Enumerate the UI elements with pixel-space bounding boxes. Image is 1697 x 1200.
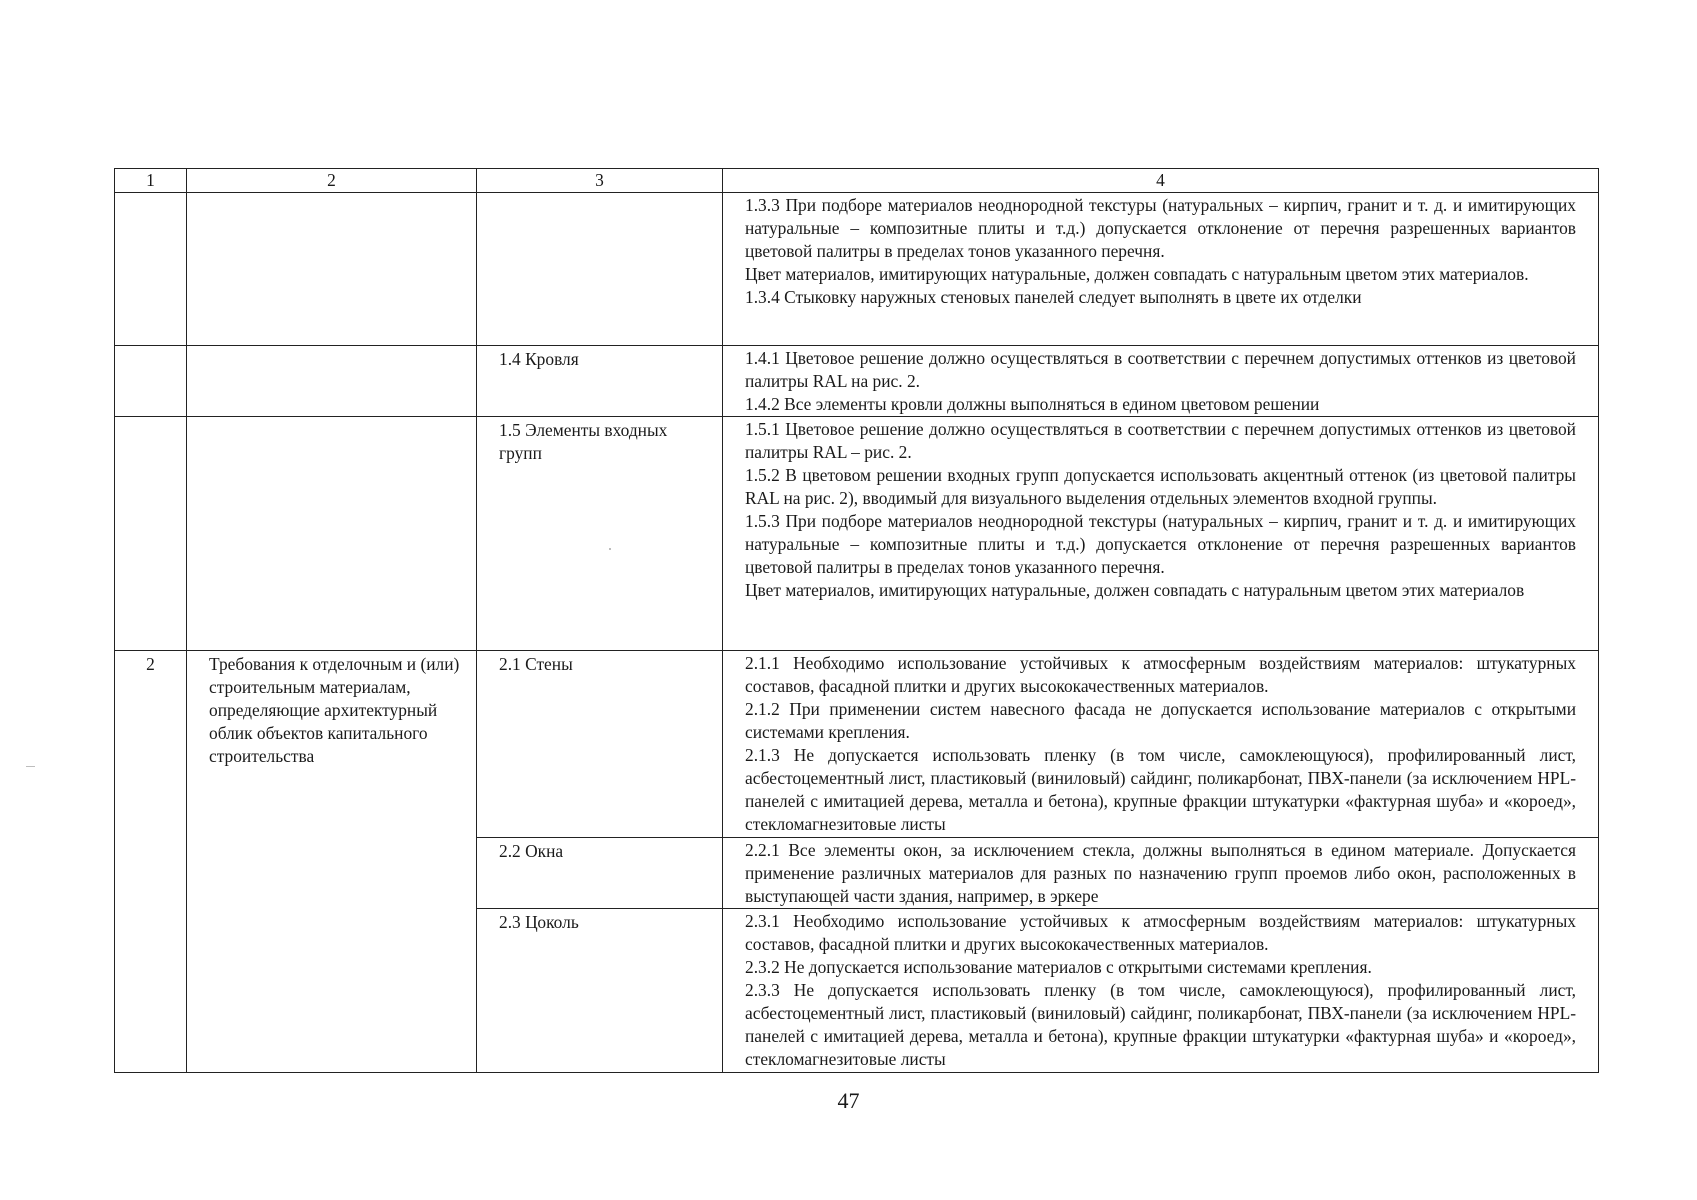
requirement-paragraph: 1.3.3 При подборе материалов неоднородной текстуры (натуральных – кирпич, гранит и т. д. и имитирующих натуральные – композитные плиты и т.д.) допускается отклонение от перечня разрешенных вариантов цветовой палитры в пределах тонов указанного перечня. — [745, 195, 1576, 261]
requirement-paragraph: 2.1.1 Необходимо использование устойчивых к атмосферным воздействиям материалов: штукатурных составов, фасадной плитки и других высококачественных материалов. — [745, 653, 1576, 696]
requirement-paragraph: 1.4.1 Цветовое решение должно осуществляться в соответствии с перечнем допустимых оттенков из цветовой палитры RAL на рис. 2. — [745, 348, 1576, 391]
requirement-paragraph: 2.3.3 Не допускается использовать пленку (в том числе, самоклеющуюся), профилированный лист, асбестоцементный лист, пластиковый (виниловый) сайдинг, поликарбонат, ПВХ-панели (за исключением HPL-панелей с имитацией дерева, металла и бетона), крупные фракции штукатурки «фактурная шуба» и «короед», стекломагнезитовые листы — [745, 980, 1576, 1069]
column-number-2: 2 — [187, 169, 477, 193]
row-number-cell — [115, 346, 187, 417]
row-number-cell — [115, 193, 187, 346]
section-title-cell: Требования к отделочным и (или) строительным материалам, определяющие архитектурный облик объектов капитального строительства — [187, 651, 477, 1073]
requirement-text-cell — [723, 346, 1599, 417]
subsection-entrance-groups: 1.5 Элементы входных групп — [477, 417, 723, 651]
requirement-paragraph: 2.1.2 При применении систем навесного фасада не допускается использование материалов с открытыми системами крепления. — [745, 699, 1576, 742]
requirement-text-cell — [723, 838, 1599, 909]
row-number-cell: 2 — [115, 651, 187, 1073]
requirement-paragraph: 1.5.3 При подборе материалов неоднородной текстуры (натуральных – кирпич, гранит и т. д. и имитирующих натуральные – композитные плиты и т.д.) допускается отклонение от перечня разрешенных вариантов цветовой палитры в пределах тонов указанного перечня. — [745, 511, 1576, 577]
requirement-paragraph: 2.2.1 Все элементы окон, за исключением стекла, должны выполняться в едином материале. Допускается применение различных материалов для разных по назначению групп проемов либо окон, расположенных в выступающей части здания, например, в эркере — [745, 840, 1576, 906]
requirement-paragraph: 2.3.1 Необходимо использование устойчивых к атмосферным воздействиям материалов: штукатурных составов, фасадной плитки и других высококачественных материалов. — [745, 911, 1576, 954]
requirement-paragraph: Цвет материалов, имитирующих натуральные, должен совпадать с натуральным цветом этих материалов — [745, 580, 1525, 600]
subsection-plinth: 2.3 Цоколь — [477, 909, 723, 1073]
page-number: 47 — [837, 1088, 860, 1113]
requirement-paragraph: 2.1.3 Не допускается использовать пленку (в том числе, самоклеющуюся), профилированный лист, асбестоцементный лист, пластиковый (виниловый) сайдинг, поликарбонат, ПВХ-панели (за исключением HPL-панелей с имитацией дерева, металла и бетона), крупные фракции штукатурки «фактурная шуба» и «короед», стекломагнезитовые листы — [745, 745, 1576, 834]
table-row — [115, 193, 1599, 346]
requirement-paragraph: 1.5.1 Цветовое решение должно осуществляться в соответствии с перечнем допустимых оттенков из цветовой палитры RAL – рис. 2. — [745, 419, 1576, 462]
subsection-cell — [477, 193, 723, 346]
row-number-cell — [115, 417, 187, 651]
table-row — [115, 346, 1599, 417]
column-number-1: 1 — [115, 169, 187, 193]
requirement-paragraph: 1.4.2 Все элементы кровли должны выполняться в едином цветовом решении — [745, 394, 1320, 414]
table-row — [115, 417, 1599, 651]
requirement-paragraph: 2.3.2 Не допускается использование материалов с открытыми системами крепления. — [745, 957, 1372, 977]
requirement-text-cell — [723, 909, 1599, 1073]
table-row — [115, 651, 1599, 838]
requirement-text-cell — [723, 193, 1599, 346]
table-header-row — [115, 169, 1599, 193]
requirement-paragraph: 1.3.4 Стыковку наружных стеновых панелей следует выполнять в цвете их отделки — [745, 287, 1362, 307]
section-title-cell — [187, 193, 477, 346]
scan-mark — [26, 766, 35, 767]
requirement-paragraph: 1.5.2 В цветовом решении входных групп допускается использовать акцентный оттенок (из цветовой палитры RAL на рис. 2), вводимый для визуального выделения отдельных элементов входной группы. — [745, 465, 1576, 508]
requirement-text-cell — [723, 651, 1599, 838]
section-title-cell — [187, 346, 477, 417]
requirement-text-cell — [723, 417, 1599, 651]
column-number-3: 3 — [477, 169, 723, 193]
requirements-table — [114, 168, 1599, 1073]
requirement-paragraph: Цвет материалов, имитирующих натуральные, должен совпадать с натуральным цветом этих материалов. — [745, 264, 1529, 284]
subsection-windows: 2.2 Окна — [477, 838, 723, 909]
subsection-roof: 1.4 Кровля — [477, 346, 723, 417]
scan-mark — [609, 548, 611, 550]
column-number-4: 4 — [723, 169, 1599, 193]
section-title-cell — [187, 417, 477, 651]
subsection-walls: 2.1 Стены — [477, 651, 723, 838]
